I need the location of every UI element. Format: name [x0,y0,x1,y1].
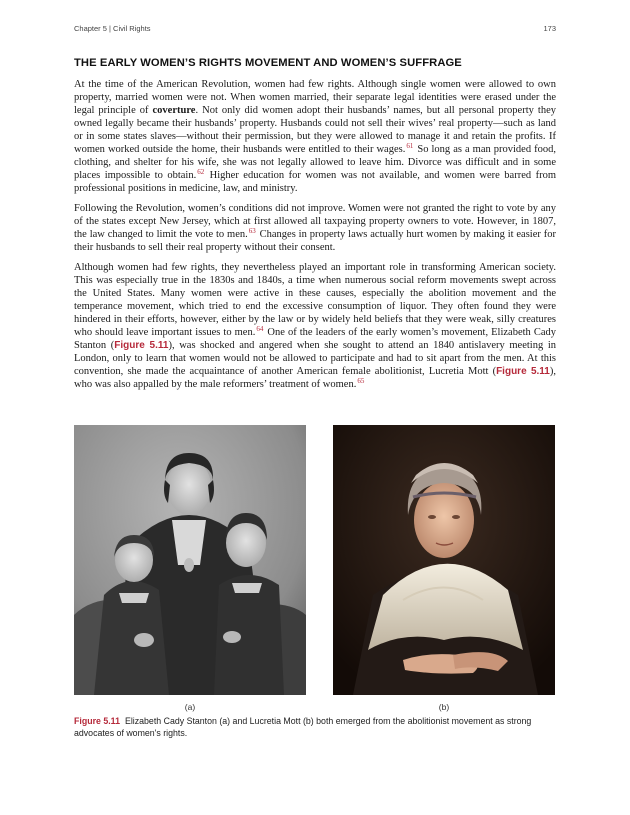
figure-caption-label: Figure 5.11 [74,716,120,726]
footnote-ref-64[interactable]: 64 [256,325,264,333]
figure-link[interactable]: Figure 5.11 [114,340,169,351]
figure-link[interactable]: Figure 5.11 [496,366,550,377]
footnote-ref-62[interactable]: 62 [197,168,205,176]
footnote-ref-65[interactable]: 65 [357,377,365,385]
photo-b-illustration [333,425,555,695]
footnote-ref-61[interactable]: 61 [406,142,414,150]
portrait-lucretia-mott [333,425,555,695]
figure-caption-text: Elizabeth Cady Stanton (a) and Lucretia Mott (b) both emerged from the abolitionist movement as strong advocates of women's rights. [74,716,532,738]
paragraph-1: At the time of the American Revolution, women had few rights. Although single women were allowed to own property, married women were not. When women married, their separate legal identities were erased under the legal principle of coverture. Not only did women adopt their husbands’ names, but all personal property they owned legally became their husbands’ property. Husbands could not sell their wives’ real property—such as land or in some states slaves—without their permission, but they were allowed to manage it and retain the profits. If women worked outside the home, their husbands were entitled to their wages.$^{61}$ So long as a man provided food, clothing, and shelter for his wife, she was not legally allowed to leave him. Divorce was difficult and in some places impossible to obtain.$^{62}$ Higher education for women was not available, and women were barred from professional positions in medicine, law, and ministry. [74,79,556,194]
chapter-label: Chapter 5 | Civil Rights [74,24,151,33]
figure-label-a: (a) [184,702,196,712]
page-number: 173 [543,24,556,33]
section-title: THE EARLY WOMEN’S RIGHTS MOVEMENT AND WOMEN’S SUFFRAGE [74,57,462,69]
figure-label-b: (b) [438,702,450,712]
paragraph-2: Following the Revolution, women’s conditions did not improve. Women were not granted the right to vote by any of the states except New Jersey, which at first allowed all taxpaying property owners to vote. However, in 1807, the law changed to limit the vote to men.$^{63}$ Changes in property laws actually hurt women by making it easier for their husbands to sell their real property without their consent. [74,203,556,253]
footnote-ref-63[interactable]: 63 [248,227,256,235]
body-text [74,78,556,398]
photo-stanton-with-children [74,425,306,695]
figure-caption [74,716,544,739]
paragraph-3: Although women had few rights, they nevertheless played an important role in transforming American society. This was especially true in the 1830s and 1840s, a time when numerous social reform movements swept across the United States. Many women were active in these causes, especially the abolition movement and the temperance movement, which tried to end the excessive consumption of liquor. They often found they were hindered in their efforts, however, either by the law or by widely held beliefs that they were weak, silly creatures who should leave important issues to men.$^{64}$ One of the leaders of the early women’s movement, Elizabeth Cady Stanton (Figure 5.11), was shocked and angered when she sought to attend an 1840 antislavery meeting in London, only to learn that women would not be allowed to participate and had to sit apart from the men. At this convention, she made the acquaintance of another American female abolitionist, Lucretia Mott (Figure 5.11), who was also appalled by the male reformers’ treatment of women.$^{65}$ [74,262,556,390]
key-term-coverture[interactable]: coverture [152,105,196,116]
photo-a-illustration [74,425,306,695]
running-header [74,24,556,36]
